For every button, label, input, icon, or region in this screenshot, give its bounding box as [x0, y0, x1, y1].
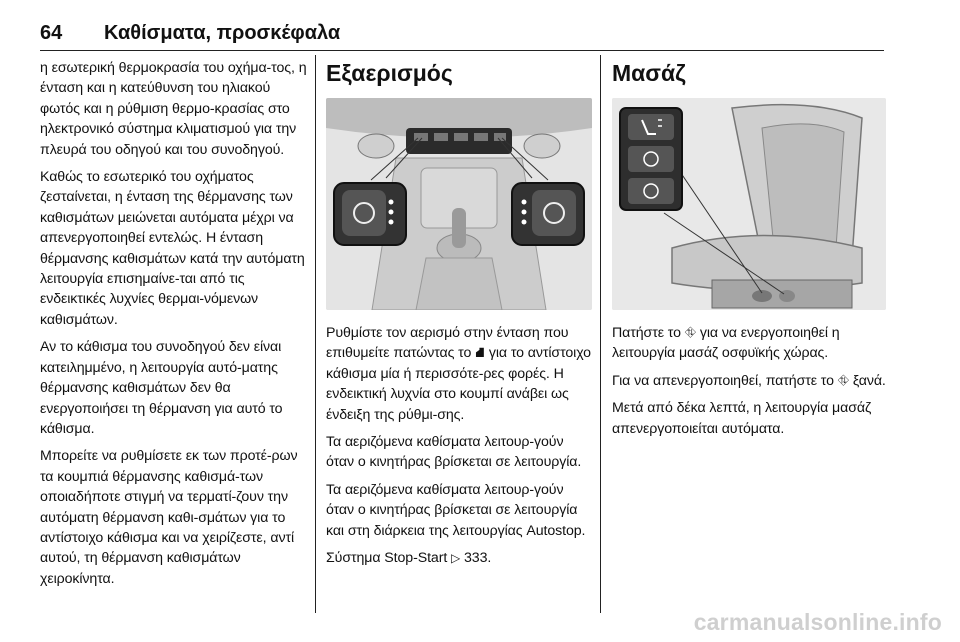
massage-deactivate-text-b: ξανά.	[849, 372, 886, 389]
column-3	[612, 58, 886, 446]
col1-paragraph-2: Καθώς το εσωτερικό του οχήματος ζεσταίνεται, η ένταση της θέρμανσης των καθισμάτων μειώνεται αυτόματα μέχρι να απενεργοποιηθεί εντελώς. Η ένταση θέρμανσης καθισμάτων κατά την αυτόματη λειτουργία επισημαίνε-ται από τις ενδεικτικές λυχνίες θερμαι-νόμενων καθισμάτων.	[40, 169, 305, 328]
massage-seat-illustration	[612, 98, 886, 310]
massage-text-b: για να ενεργοποιηθεί η λειτουργία μασάζ οσφυϊκής χώρας.	[612, 325, 840, 362]
page-header	[40, 0, 884, 55]
ventilation-controls-figure	[326, 98, 592, 310]
ventilation-text-a: Ρυθμίστε τον αερισμό στην ένταση που επιθυμείτε πατώντας το	[326, 325, 569, 362]
column-divider-2	[600, 55, 601, 613]
ventilation-text-b: για το αντίστοιχο κάθισμα μία ή περισσότε-ρες φορές. Η ενδεικτική λυχνία στο κουμπί ανάβει ως ένδειξη της ρύθμι-σης.	[326, 345, 591, 423]
running-title: Καθίσματα, προσκέφαλα	[104, 22, 341, 44]
column-2	[326, 58, 592, 575]
massage-seat-figure	[612, 98, 886, 310]
ventilation-controls-illustration	[326, 98, 592, 310]
massage-deactivate	[612, 371, 886, 391]
stop-start-text: Σύστημα Stop-Start	[326, 550, 452, 567]
massage-icon: ⛗	[837, 372, 850, 389]
watermark: carmanualsonline.info	[693, 609, 942, 635]
seat-ventilation-icon: ⛘	[475, 345, 485, 362]
massage-icon: ⛗	[684, 325, 696, 341]
page-number: 64	[40, 22, 63, 44]
column-1	[40, 58, 308, 596]
ventilation-engine-running: Τα αεριζόμενα καθίσματα λειτουρ-γούν όταν ο κινητήρας βρίσκεται σε λειτουργία.	[326, 434, 582, 471]
section-heading-massage: Μασάζ	[612, 60, 686, 86]
stop-start-reference	[326, 548, 592, 568]
col1-paragraph-4: Μπορείτε να ρυθμίσετε εκ των προτέ-ρων τα κουμπιά θέρμανσης καθισμά-των οποιαδήποτε στιγμή να τερματί-ζουν την αυτόματη θέρμανση καθι-σμάτων για το αντίστοιχο κάθισμα και να χειρίζεστε, αντί αυτού, τη θέρμανση καθισμάτων χειροκίνητα.	[40, 448, 298, 587]
massage-activate	[612, 323, 886, 364]
section-heading-ventilation: Εξαερισμός	[326, 60, 453, 86]
page-reference-icon: ▷	[451, 551, 461, 566]
massage-text-a: Πατήστε το	[612, 325, 685, 341]
massage-auto-off: Μετά από δέκα λεπτά, η λειτουργία μασάζ απενεργοποιείται αυτόματα.	[612, 400, 872, 437]
col1-paragraph-1: η εσωτερική θερμοκρασία του οχήμα-τος, η ένταση και η κατεύθυνση του ηλιακού φωτός και η ρύθμιση θερμο-κρασίας στο ηλεκτρονικό σύστημα κλιματισμού για την πλευρά του οδηγού και του συνοδηγού.	[40, 60, 307, 158]
stop-start-page: 333.	[460, 550, 492, 567]
ventilation-autostop: Τα αεριζόμενα καθίσματα λειτουρ-γούν όταν ο κινητήρας βρίσκεται σε λειτουργία και στη διάρκεια της λειτουργίας Autostop.	[326, 481, 586, 539]
massage-deactivate-text-a: Για να απενεργοποιηθεί, πατήστε το	[612, 372, 838, 389]
header-rule	[40, 50, 884, 51]
col1-paragraph-3: Αν το κάθισμα του συνοδηγού δεν είναι κατειλημμένο, η λειτουργία αυτό-ματης θέρμανσης καθισμάτων δεν θα ενεργοποιήσει τη θέρμανση για αυτό το κάθισμα.	[40, 339, 283, 437]
ventilation-instructions	[326, 323, 592, 425]
column-divider-1	[315, 55, 316, 613]
